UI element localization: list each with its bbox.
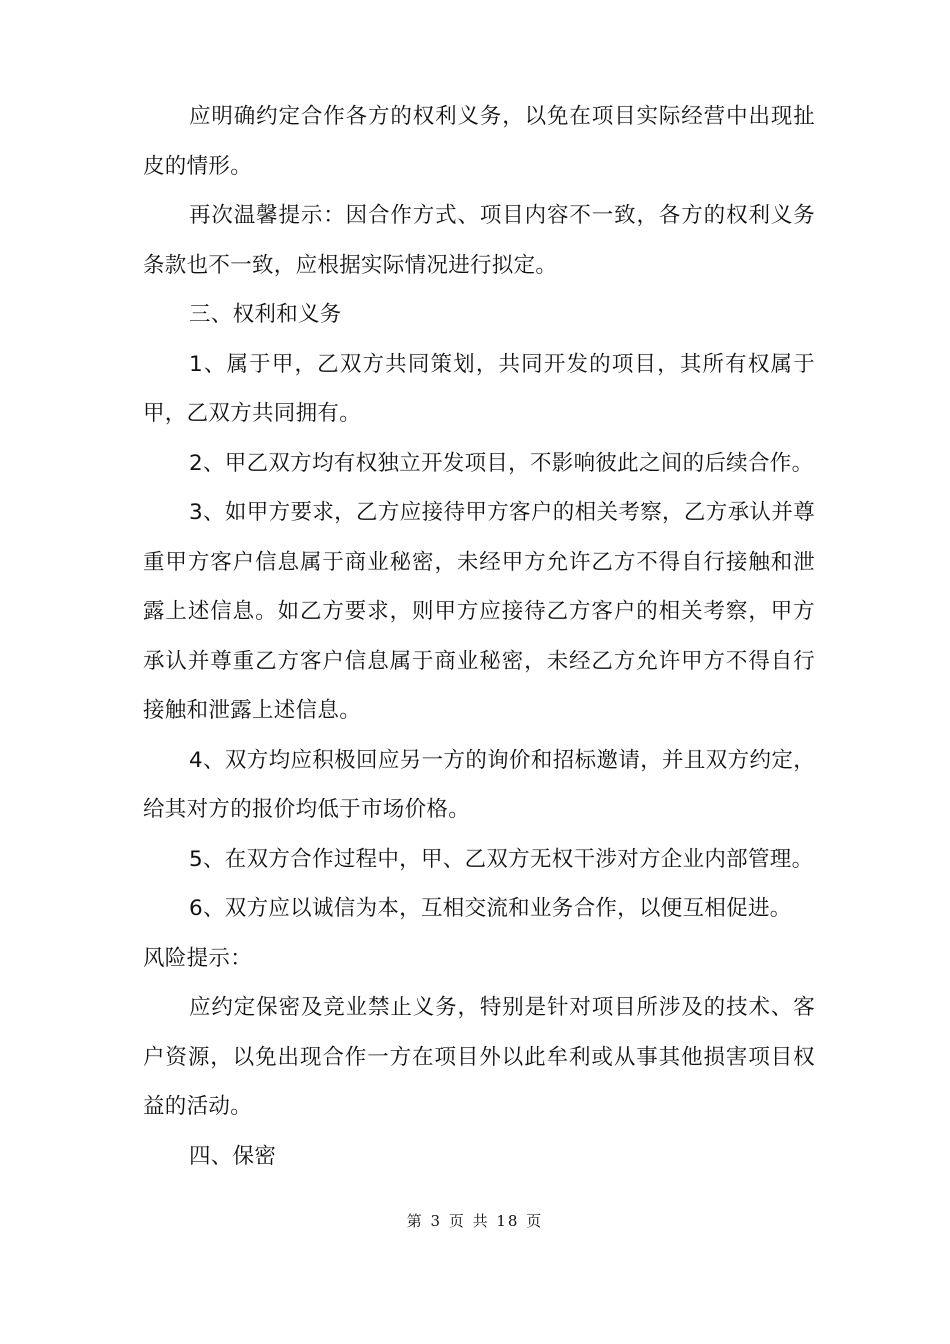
document-body [143,92,815,1181]
paragraph-rights-obligations-note: 应明确约定合作各方的权利义务，以免在项目实际经营中出现扯皮的情形。 [143,104,815,179]
clause-4: 4、双方均应积极回应另一方的询价和招标邀请，并且双方约定，给其对方的报价均低于市场价格。 [143,747,815,822]
clause-6: 6、双方应以诚信为本，互相交流和业务合作，以便互相促进。 [189,896,792,921]
paragraph-reminder: 再次温馨提示：因合作方式、项目内容不一致，各方的权利义务条款也不一致，应根据实际情况进行拟定。 [143,203,815,278]
section-heading-confidentiality: 四、保密 [189,1143,277,1169]
clause-3: 3、如甲方要求，乙方应接待甲方客户的相关考察，乙方承认并尊重甲方客户信息属于商业秘密，未经甲方允许乙方不得自行接触和泄露上述信息。如乙方要求，则甲方应接待乙方客户的相关考察，甲方承认并尊重乙方客户信息属于商业秘密，未经乙方允许甲方不得自行接触和泄露上述信息。 [143,500,815,723]
clause-5: 5、在双方合作过程中，甲、乙双方无权干涉对方企业内部管理。 [189,846,814,872]
risk-tip-text: 应约定保密及竞业禁止义务，特别是针对项目所涉及的技术、客户资源，以免出现合作一方在项目外以此牟利或从事其他损害项目权益的活动。 [143,995,815,1119]
clause-2: 2、甲乙双方均有权独立开发项目，不影响彼此之间的后续合作。 [189,450,814,476]
clause-1: 1、属于甲，乙双方共同策划，共同开发的项目，其所有权属于甲，乙双方共同拥有。 [143,351,815,426]
risk-tip-label: 风险提示： [143,945,253,971]
page-number-footer: 第 3 页 共 18 页 [406,1212,544,1230]
section-heading-rights: 三、权利和义务 [189,302,342,327]
